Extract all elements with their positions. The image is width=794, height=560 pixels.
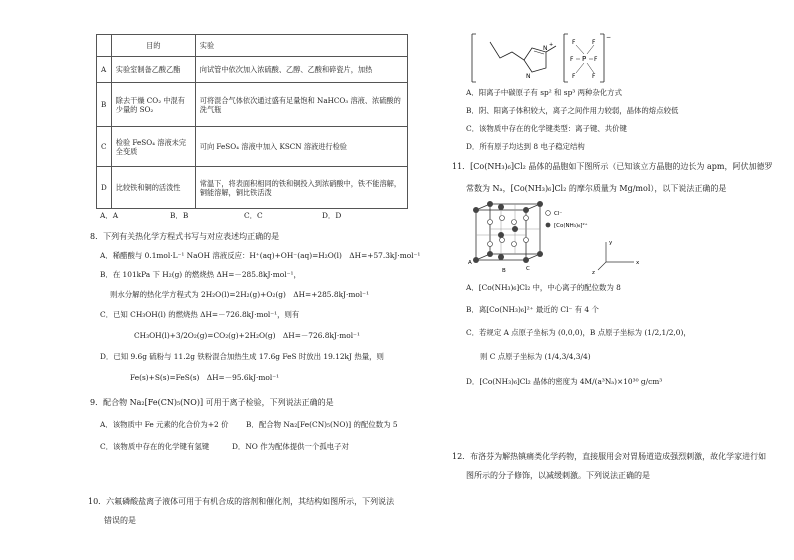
q8-option-c-line2: CH₃OH(l)+3/2O₂(g)=CO₂(g)+2H₂O(g) ΔH=－726.8kJ·mol⁻¹ xyxy=(134,331,360,340)
legend-chloride: Cl⁻ xyxy=(554,211,563,217)
legend-complex: [Co(NH₃)₆]²⁺ xyxy=(554,223,588,229)
q11-option-c-line1: C．若规定 A 点原子坐标为 (0,0,0)，B 点原子坐标为 (1/2,1/2,0)， xyxy=(466,328,691,337)
choice-c: C．C xyxy=(244,211,263,220)
q10-option-b: B．阴、阳离子体积较大，离子之间作用力较弱，晶体的熔点较低 xyxy=(466,106,679,115)
q8-option-c-line1: C．已知 CH₃OH(l) 的燃烧热 ΔH=－726.8kJ·mol⁻¹，则有 xyxy=(100,310,300,319)
fluorine-label: F xyxy=(592,39,596,46)
fluorine-label: F xyxy=(594,56,598,63)
fluorine-label: F xyxy=(572,39,576,46)
q8-option-b-line1: B．在 101kPa 下 H₂(g) 的燃烧热 ΔH=－285.8kJ·mol⁻¹， xyxy=(100,270,301,279)
table-row xyxy=(97,83,408,127)
q10-stem-line2: 错误的是 xyxy=(104,516,136,525)
q11-option-b: B．离[Co(NH₃)₆]²⁺ 最近的 Cl⁻ 有 4 个 xyxy=(466,305,599,314)
q9-option-d: D．NO 作为配体提供一个孤电子对 xyxy=(232,442,349,451)
q8-option-a: A．稀醋酸与 0.1mol·L⁻¹ NaOH 溶液反应：H⁺(aq)+OH⁻(aq)=H₂O(l) ΔH=+57.3kJ·mol⁻¹ xyxy=(100,251,421,260)
q9-option-a: A．该物质中 Fe 元素的化合价为+2 价 xyxy=(100,420,229,429)
nitrogen-plus-label: N xyxy=(543,45,548,52)
row-experiment: 可将混合气体依次通过盛有足量饱和 NaHCO₃ 溶液、浓硫酸的洗气瓶 xyxy=(195,83,407,127)
q11-option-c-line2: 则 C 点原子坐标为 (1/4,3/4,3/4) xyxy=(480,352,591,361)
point-c-label: C xyxy=(526,266,530,272)
q9-stem: 9．配合物 Na₂[Fe(CN)₅(NO)] 可用于离子检验，下列说法正确的是 xyxy=(90,398,334,407)
axis-x-label: x xyxy=(636,260,640,266)
point-b-label: B xyxy=(502,268,506,274)
row-purpose: 比较铁和铜的活泼性 xyxy=(111,167,195,209)
choice-d: D．D xyxy=(322,211,342,220)
row-label: B xyxy=(97,83,112,127)
row-purpose: 检验 FeSO₄ 溶液未完全变质 xyxy=(111,127,195,167)
q10-option-c: C．该物质中存在的化学键类型：离子键、共价键 xyxy=(466,124,627,133)
q11-option-d: D．[Co(NH₃)₆]Cl₂ 晶体的密度为 4M/(a³Nₐ)×10³⁰ g/cm³ xyxy=(466,377,663,386)
row-purpose: 实验室制备乙酸乙酯 xyxy=(111,57,195,83)
row-experiment: 向试管中依次加入浓硫酸、乙醇、乙酸和碎瓷片，加热 xyxy=(195,57,407,83)
crystal-cell-diagram xyxy=(466,200,646,276)
q12-stem-line2: 图所示的分子修饰，以减缓刺激。下列说法正确的是 xyxy=(466,471,650,480)
table-header-cell xyxy=(97,35,112,57)
row-label: A xyxy=(97,57,112,83)
table-row xyxy=(97,57,408,83)
q8-option-d-line1: D．已知 9.6g 硫粉与 11.2g 铁粉混合加热生成 17.6g FeS 时放出 19.12kJ 热量，则 xyxy=(100,352,384,361)
q11-stem-line2: 常数为 Nₐ，[Co(NH₃)₆]Cl₂ 的摩尔质量为 Mg/mol），以下说法正确的是 xyxy=(466,184,727,193)
choice-a: A．A xyxy=(100,211,119,220)
q8-option-b-line2: 则水分解的热化学方程式为 2H₂O(l)=2H₂(g)+O₂(g) ΔH=+285.8kJ·mol⁻¹ xyxy=(110,290,370,299)
nitrogen-label: N xyxy=(526,73,531,80)
q8-option-d-line2: Fe(s)+S(s)=FeS(s) ΔH=－95.6kJ·mol⁻¹ xyxy=(130,373,280,382)
q10-option-d: D．所有原子均达到 8 电子稳定结构 xyxy=(466,142,585,151)
row-experiment: 常温下，将表面积相同的铁和铜投入到浓硝酸中，铁不能溶解，铜能溶解，铜比铁活泼 xyxy=(195,167,407,209)
table-header-cell: 目的 xyxy=(111,35,195,57)
row-experiment: 可向 FeSO₄ 溶液中加入 KSCN 溶液进行检验 xyxy=(195,127,407,167)
axis-y-label: y xyxy=(609,240,613,246)
ionic-liquid-structure xyxy=(466,30,616,86)
fluorine-label: F xyxy=(572,73,576,80)
q12-stem-line1: 12．布洛芬为解热镇痛类化学药物，直接服用会对胃肠道造成强烈刺激，故化学家进行如 xyxy=(452,452,767,461)
point-a-label: A xyxy=(468,260,472,266)
experiment-table xyxy=(96,34,408,209)
q8-stem: 8．下列有关热化学方程式书写与对应表述均正确的是 xyxy=(90,232,280,241)
q11-stem-line1: 11．[Co(NH₃)₆]Cl₂ 晶体的晶胞如下图所示（已知该立方晶胞的边长为 apm，阿伏加德罗 xyxy=(452,162,773,171)
row-label: D xyxy=(97,167,112,209)
row-purpose: 除去干燥 CO₂ 中混有少量的 SO₂ xyxy=(111,83,195,127)
fluorine-label: F xyxy=(570,56,574,63)
anion-charge: − xyxy=(606,34,612,41)
axis-z-label: z xyxy=(592,270,595,276)
q9-option-c: C．该物质中存在的化学键有氢键 xyxy=(100,442,210,451)
table-header-row xyxy=(97,35,408,57)
cation-charge: + xyxy=(549,42,554,48)
choice-b: B．B xyxy=(170,211,189,220)
fluorine-label: F xyxy=(592,73,596,80)
q11-option-a: A．[Co(NH₃)₆]Cl₂ 中，中心离子的配位数为 8 xyxy=(466,283,621,292)
q10-option-a: A．阳离子中碳原子有 sp² 和 sp³ 两种杂化方式 xyxy=(466,88,622,97)
table-row xyxy=(97,127,408,167)
q9-option-b: B．配合物 Na₂[Fe(CN)₅(NO)] 的配位数为 5 xyxy=(246,420,398,429)
phosphorus-label: P xyxy=(582,55,587,63)
table-row xyxy=(97,167,408,209)
q10-stem-line1: 10．六氟磷酸盐离子液体可用于有机合成的溶剂和催化剂，其结构如图所示，下列说法 xyxy=(88,497,395,506)
row-label: C xyxy=(97,127,112,167)
table-header-cell: 实验 xyxy=(195,35,407,57)
